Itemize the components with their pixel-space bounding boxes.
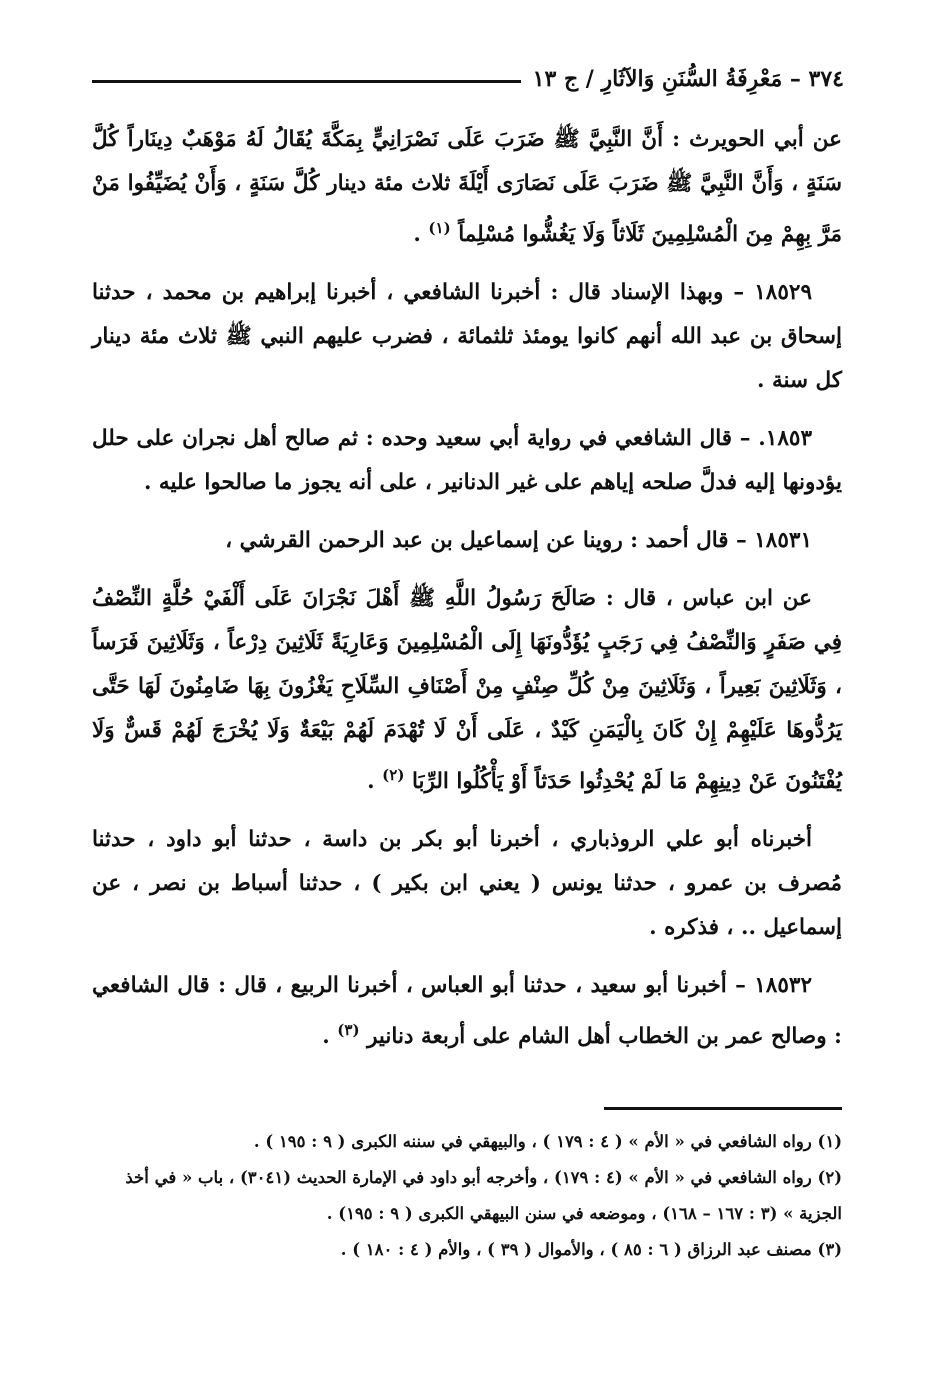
footnotes <box>92 1124 842 1268</box>
paragraph-text: ١٨٥٣. – قال الشافعي في رواية أبي سعيد وحده : ثم صالح أهل نجران على حلل يؤدونها إليه فدلَّ صلحه إياهم على غير الدنانير ، على أنه يجوز ما صالحوا عليه . <box>92 426 842 496</box>
footnote-2: (٢) رواه الشافعي في « الأم » (٤ : ١٧٩) ، وأخرجه أبو داود في الإمارة الحديث (٣٠٤١) ، باب « في أخذ الجزية » (٣ : ١٦٧ – ١٦٨) ، وموضعه في سنن البيهقي الكبرى ( ٩ : ١٩٥) . <box>125 1168 842 1223</box>
footnote-marker-1: (١) <box>428 219 451 237</box>
paragraph-text: ١٨٥٣١ – قال أحمد : روينا عن إسماعيل بن عبد الرحمن القرشي ، <box>225 528 812 554</box>
footnote-1: (١) رواه الشافعي في « الأم » ( ٤ : ١٧٩ ) ، والبيهقي في سننه الكبرى ( ٩ : ١٩٥ ) . <box>253 1132 842 1151</box>
paragraph-hadith-ibn-abbas <box>92 577 842 804</box>
paragraph-text: أخبرناه أبو علي الروذباري ، أخبرنا أبو بكر بن داسة ، حدثنا أبو داود ، حدثنا مُصرف بن عمرو ، حدثنا يونس ( يعني ابن بكير ) ، حدثنا أسباط بن نصر ، عن إسماعيل .. ، فذكره . <box>92 827 842 941</box>
paragraph-18529 <box>92 271 842 403</box>
header-rule <box>92 80 521 83</box>
paragraph-end: . <box>413 222 429 248</box>
paragraph-end: . <box>322 1024 338 1050</box>
page-header <box>92 62 844 96</box>
paragraph-18532 <box>92 964 842 1059</box>
paragraph-hadith-abu-al-huwairith <box>92 118 842 257</box>
paragraph-text: ١٨٥٣٢ – أخبرنا أبو سعيد ، حدثنا أبو العباس ، أخبرنا الربيع ، قال : قال الشافعي : وصالح عمر بن الخطاب أهل الشام على أربعة دنانير <box>92 973 842 1050</box>
paragraph-18531 <box>92 519 842 563</box>
paragraph-text: عن ابن عباس ، قال : صَالَحَ رَسُولُ اللَّهِ ﷺ أَهْلَ نَجْرَانَ عَلَى أَلْفَيْ حُلَّةٍ النِّصْفُ فِي صَفَرٍ وَالنِّصْفُ فِي رَجَبٍ يُؤَدُّونَهَا إِلَى الْمُسْلِمِينَ وَعَارِيَةً ثَلَاثِينَ دِرْعاً ، وَثَلَاثِينَ فَرَساً ، وَثَلَاثِينَ بَعِيراً ، وَثَلَاثِينَ مِنْ كُلِّ صِنْفٍ مِنْ أَصْنَافِ السِّلَاحِ يَغْزُونَ بِهَا ضَامِنُونَ لَهَا حَتَّى يَرُدُّوهَا عَلَيْهِمْ إِنْ كَانَ بِالْيَمَنِ كَيْدٌ ، عَلَى أَنْ لَا تُهْدَمَ لَهُمْ بَيْعَةٌ وَلَا يُخْرَجَ لَهُمْ قَسٌّ وَلَا يُفْتَنُونَ عَنْ دِينِهِمْ مَا لَمْ يُحْدِثُوا حَدَثاً أَوْ يَأْكُلُوا الرِّبَا <box>92 586 842 795</box>
running-header: ٣٧٤ – مَعْرِفَةُ السُّنَنِ وَالآثَارِ / ج ١٣ <box>532 66 844 92</box>
footnote-marker-2: (٢) <box>382 766 405 785</box>
paragraph-text: عن أبي الحويرث : أَنَّ النَّبِيَّ ﷺ ضَرَبَ عَلَى نَصْرَانِيٍّ بِمَكَّةَ يُقَالُ لَهُ مَوْهَبٌ دِينَاراً كُلَّ سَنَةٍ ، وَأَنَّ النَّبِيَّ ﷺ ضَرَبَ عَلَى نَصَارَى أَيْلَةَ ثلاث مئة دينار كُلَّ سَنَةٍ ، وَأَنْ يُضَيِّفُوا مَنْ مَرَّ بِهِمْ مِنَ الْمُسْلِمِينَ ثَلَاثاً وَلَا يَغُشُّوا مُسْلِماً <box>92 127 842 248</box>
paragraph-end: . <box>367 769 383 795</box>
footnote-3: (٣) مصنف عبد الرزاق ( ٦ : ٨٥ ) ، والأموال ( ٣٩ ) ، والأم ( ٤ : ١٨٠ ) . <box>340 1240 842 1259</box>
paragraph-isnad <box>92 818 842 950</box>
main-text <box>92 118 842 1073</box>
paragraph-18530 <box>92 417 842 505</box>
footnote-separator <box>604 1107 842 1110</box>
footnote-marker-3: (٣) <box>337 1021 360 1040</box>
paragraph-text: ١٨٥٢٩ – وبهذا الإسناد قال : أخبرنا الشافعي ، أخبرنا إبراهيم بن محمد ، حدثنا إسحاق بن عبد الله أنهم كانوا يومئذ ثلثمائة ، فضرب عليهم النبي ﷺ ثلاث مئة دينار كل سنة . <box>92 280 842 394</box>
